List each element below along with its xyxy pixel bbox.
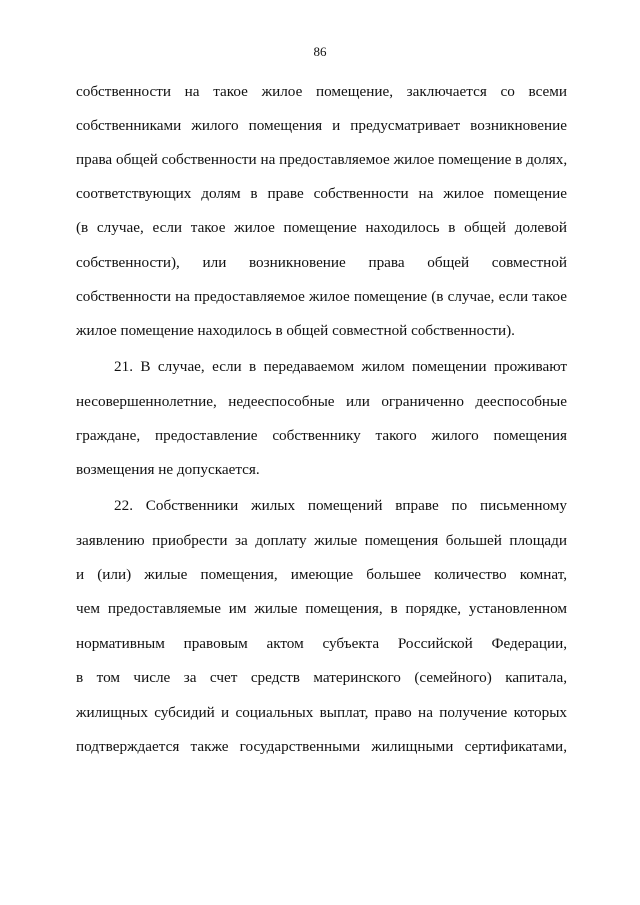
paragraph-21-first-line: 21. В случае, если в передаваемом жилом помещении проживают [114, 358, 567, 375]
text-line: соответствующих долям в праве собственности на жилое помещение [76, 185, 567, 202]
text-line: в том числе за счет средств материнского (семейного) капитала, [76, 669, 567, 686]
text-line: подтверждается также государственными жилищными сертификатами, [76, 738, 567, 755]
text-line: несовершеннолетние, недееспособные или ограниченно дееспособные [76, 393, 567, 410]
text-line: жилищных субсидий и социальных выплат, право на получение которых [76, 704, 567, 721]
text-line: чем предоставляемые им жилые помещения, в порядке, установленном [76, 600, 567, 617]
page-number: 86 [313, 44, 327, 59]
text-line: собственности), или возникновение права общей совместной [76, 254, 567, 271]
text-line: и (или) жилые помещения, имеющие большее количество комнат, [76, 566, 567, 583]
text-line: нормативным правовым актом субъекта Российской Федерации, [76, 635, 567, 652]
text-line: жилое помещение находилось в общей совместной собственности). [76, 322, 515, 339]
text-line: граждане, предоставление собственнику такого жилого помещения [76, 427, 567, 444]
text-line: собственниками жилого помещения и предусматривает возникновение [76, 117, 567, 134]
text-line: собственности на такое жилое помещение, заключается со всеми [76, 83, 567, 100]
text-line: права общей собственности на предоставляемое жилое помещение в долях, [76, 151, 568, 168]
text-line: собственности на предоставляемое жилое помещение (в случае, если такое [76, 288, 567, 305]
text-line: возмещения не допускается. [76, 461, 260, 478]
paragraph-22-first-line: 22. Собственники жилых помещений вправе по письменному [114, 497, 567, 514]
text-line: (в случае, если такое жилое помещение находилось в общей долевой [76, 219, 567, 236]
text-line: заявлению приобрести за доплату жилые помещения большей площади [76, 532, 567, 549]
